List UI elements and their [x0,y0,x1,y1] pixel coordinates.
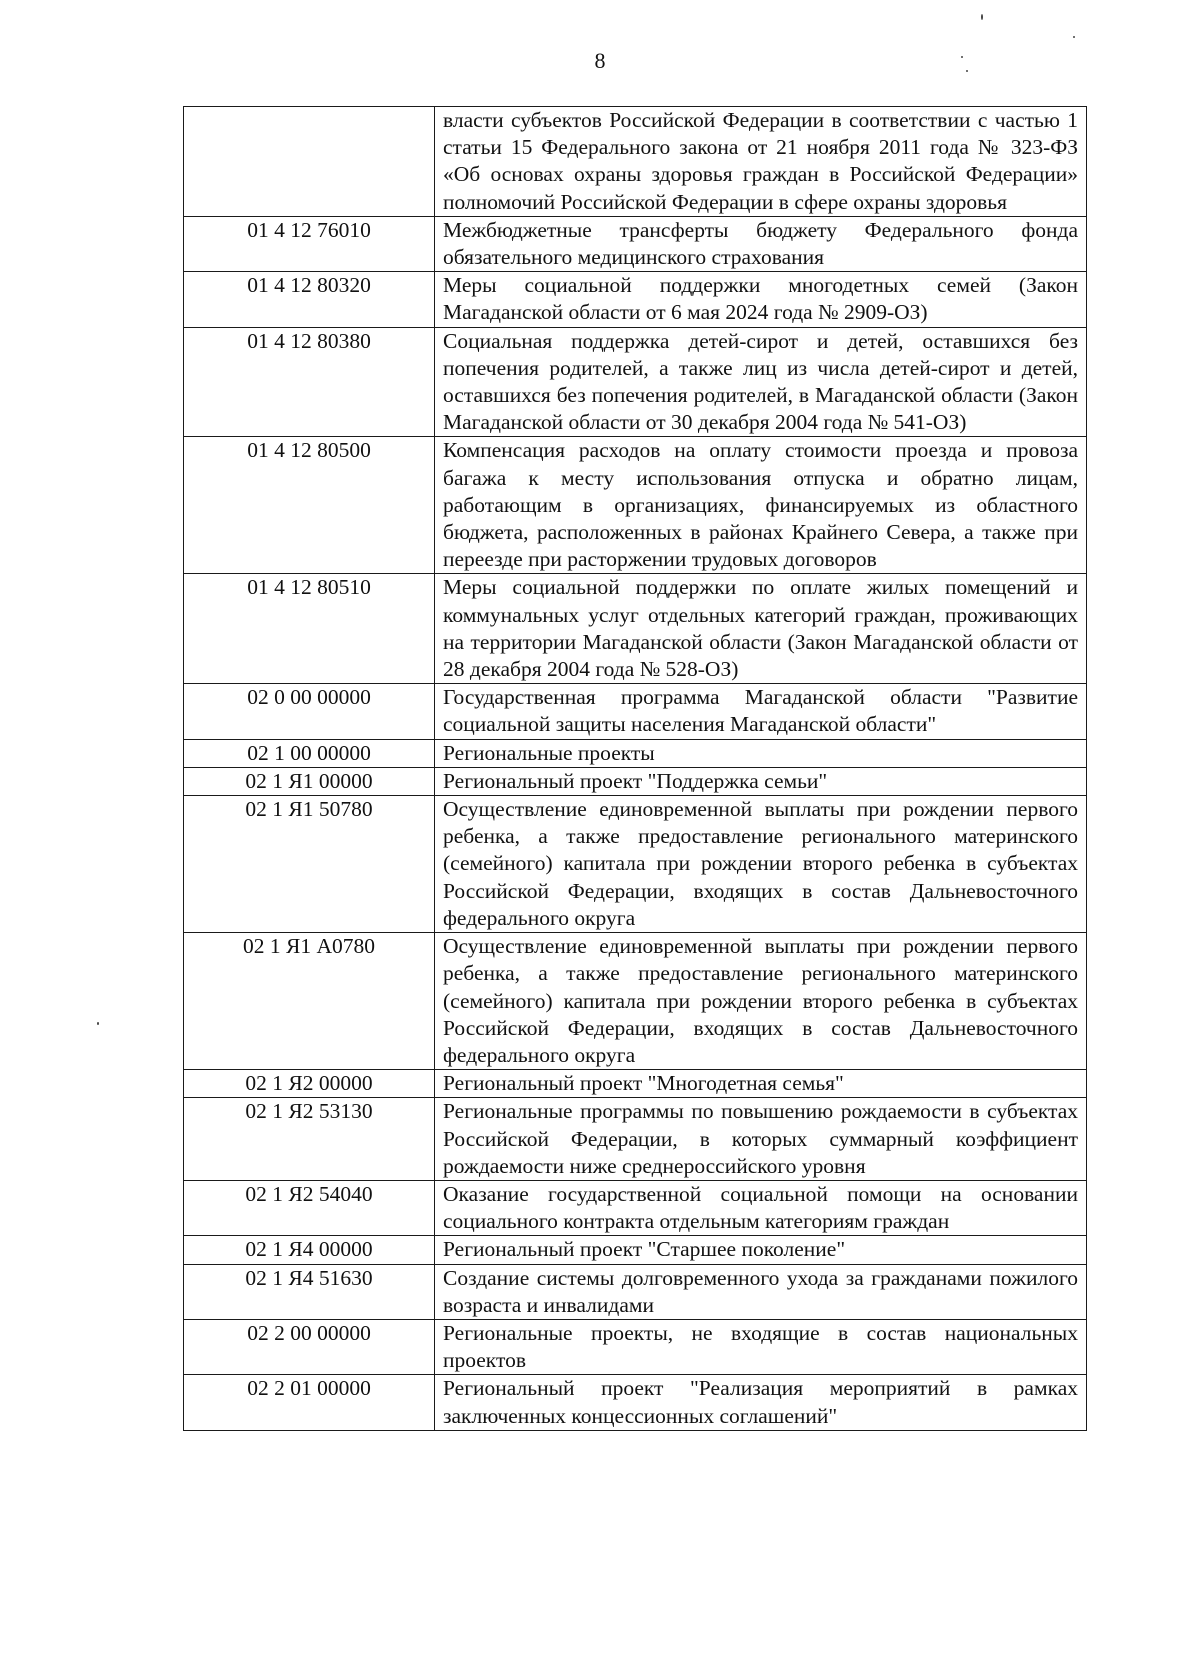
code-cell: 01 4 12 80510 [184,574,435,684]
code-cell: 02 2 01 00000 [184,1375,435,1430]
scan-speck [981,14,983,20]
name-cell: Осуществление единовременной выплаты при рождении первого ребенка, а также предоставление регионального материнского (семейного) капитала при рождении второго ребенка в субъектах Российской Федерации, входящих в состав Дальневосточного федерального округа [435,933,1087,1070]
scan-speck [97,1022,99,1025]
code-cell: 01 4 12 80500 [184,437,435,574]
table-row [184,272,1087,327]
code-cell: 02 0 00 00000 [184,684,435,739]
scan-speck [961,56,963,58]
table-row [184,1180,1087,1235]
name-cell: Социальная поддержка детей-сирот и детей, оставшихся без попечения родителей, а также лиц из числа детей-сирот и детей, оставшихся без попечения родителей, в Магаданской области (Закон Магаданской области от 30 декабря 2004 года № 541-ОЗ) [435,327,1087,437]
code-cell: 02 1 Я1 А0780 [184,933,435,1070]
name-cell: Региональный проект "Многодетная семья" [435,1070,1087,1098]
table-row [184,107,1087,217]
code-cell: 02 1 Я2 53130 [184,1098,435,1181]
table-row [184,1098,1087,1181]
table-row [184,1070,1087,1098]
name-cell: Региональный проект "Реализация мероприятий в рамках заключенных концессионных соглашений" [435,1375,1087,1430]
name-cell: Компенсация расходов на оплату стоимости проезда и провоза багажа к месту использования отпуска и обратно лицам, работающим в организациях, финансируемых из областного бюджета, расположенных в районах Крайнего Севера, а также при переезде при расторжении трудовых договоров [435,437,1087,574]
code-cell: 01 4 12 76010 [184,216,435,271]
code-cell [184,107,435,217]
name-cell: Меры социальной поддержки по оплате жилых помещений и коммунальных услуг отдельных категорий граждан, проживающих на территории Магаданской области (Закон Магаданской области от 28 декабря 2004 года № 528-ОЗ) [435,574,1087,684]
code-cell: 02 1 Я4 00000 [184,1236,435,1264]
name-cell: власти субъектов Российской Федерации в соответствии с частью 1 статьи 15 Федерального закона от 21 ноября 2011 года № 323-ФЗ «Об основах охраны здоровья граждан в Российской Федерации» полномочий Российской Федерации в сфере охраны здоровья [435,107,1087,217]
table-row [184,327,1087,437]
name-cell: Меры социальной поддержки многодетных семей (Закон Магаданской области от 6 мая 2024 года № 2909-ОЗ) [435,272,1087,327]
name-cell: Осуществление единовременной выплаты при рождении первого ребенка, а также предоставление регионального материнского (семейного) капитала при рождении второго ребенка в субъектах Российской Федерации, входящих в состав Дальневосточного федерального округа [435,796,1087,933]
code-cell: 02 1 Я1 00000 [184,767,435,795]
code-cell: 02 1 00 00000 [184,739,435,767]
table-row [184,933,1087,1070]
table-row [184,1375,1087,1430]
table-row [184,684,1087,739]
table-row [184,796,1087,933]
code-cell: 01 4 12 80380 [184,327,435,437]
name-cell: Межбюджетные трансферты бюджету Федерального фонда обязательного медицинского страхования [435,216,1087,271]
name-cell: Региональные проекты, не входящие в состав национальных проектов [435,1319,1087,1374]
table-row [184,574,1087,684]
code-cell: 01 4 12 80320 [184,272,435,327]
code-cell: 02 1 Я4 51630 [184,1264,435,1319]
name-cell: Создание системы долговременного ухода за гражданами пожилого возраста и инвалидами [435,1264,1087,1319]
code-cell: 02 1 Я2 00000 [184,1070,435,1098]
name-cell: Государственная программа Магаданской области "Развитие социальной защиты населения Магаданской области" [435,684,1087,739]
table-row [184,1236,1087,1264]
table-row [184,1319,1087,1374]
name-cell: Региональные проекты [435,739,1087,767]
name-cell: Оказание государственной социальной помощи на основании социального контракта отдельным категориям граждан [435,1180,1087,1235]
scan-speck [966,70,968,72]
table-row [184,216,1087,271]
page-number: 8 [594,48,606,73]
name-cell: Региональные программы по повышению рождаемости в субъектах Российской Федерации, в которых суммарный коэффициент рождаемости ниже среднероссийского уровня [435,1098,1087,1181]
scan-speck [1073,36,1075,38]
table-row [184,1264,1087,1319]
code-cell: 02 1 Я1 50780 [184,796,435,933]
table-row [184,767,1087,795]
table-row [184,437,1087,574]
name-cell: Региональный проект "Старшее поколение" [435,1236,1087,1264]
table-row [184,739,1087,767]
code-cell: 02 1 Я2 54040 [184,1180,435,1235]
code-cell: 02 2 00 00000 [184,1319,435,1374]
budget-codes-table [183,106,1087,1431]
name-cell: Региональный проект "Поддержка семьи" [435,767,1087,795]
